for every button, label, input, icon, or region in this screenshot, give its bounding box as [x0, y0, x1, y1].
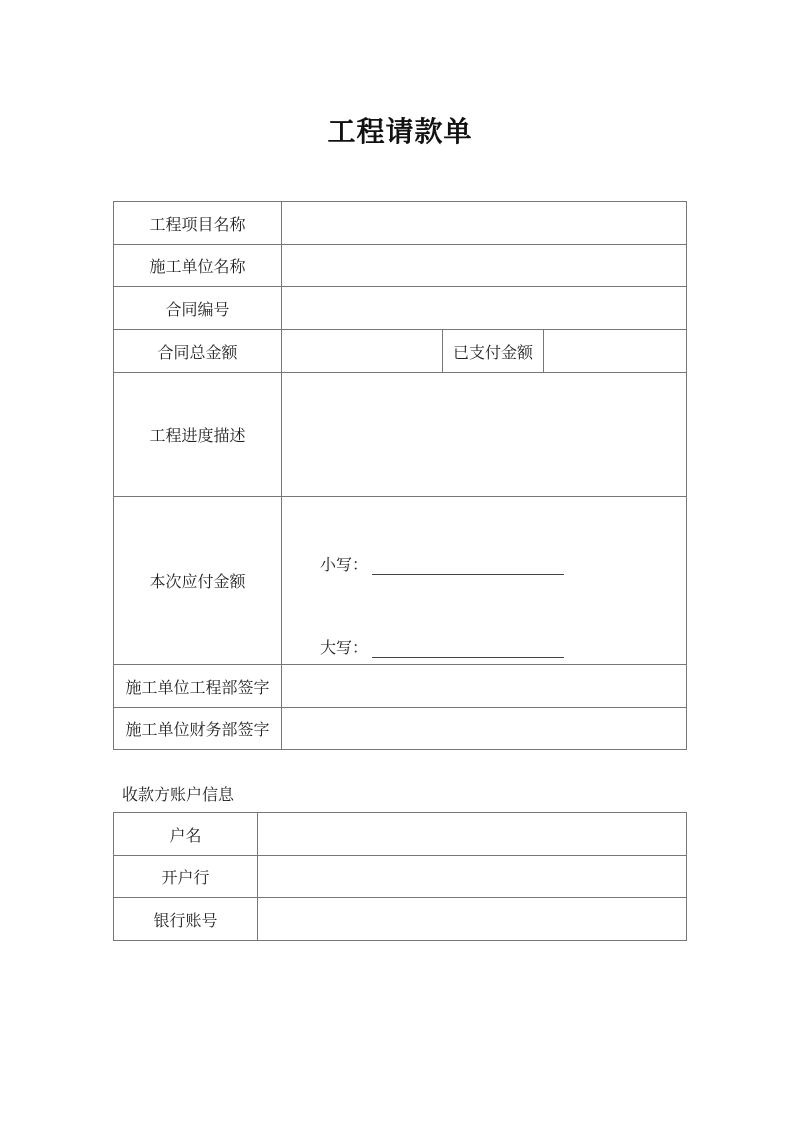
project-name-field[interactable] [282, 202, 687, 245]
bank-label: 开户行 [114, 856, 258, 898]
contractor-name-label: 施工单位名称 [114, 245, 282, 287]
table-row [114, 856, 687, 898]
uppercase-amount-label: 大写： [320, 638, 369, 657]
table-row [114, 708, 687, 750]
lowercase-amount-blank[interactable] [372, 558, 564, 575]
account-number-field[interactable] [258, 898, 687, 941]
table-row [114, 287, 687, 330]
table-row [114, 898, 687, 941]
engineering-sign-label: 施工单位工程部签字 [114, 665, 282, 708]
request-form-table [113, 201, 687, 750]
table-row [114, 202, 687, 245]
account-name-field[interactable] [258, 813, 687, 856]
table-row [114, 813, 687, 856]
uppercase-amount-blank[interactable] [372, 641, 564, 658]
contract-total-label: 合同总金额 [114, 330, 282, 373]
table-row [114, 330, 687, 373]
lowercase-amount-row [320, 552, 564, 575]
contract-number-label: 合同编号 [114, 287, 282, 330]
contract-number-field[interactable] [282, 287, 687, 330]
payable-amount-label: 本次应付金额 [114, 497, 282, 665]
payable-amount-cell [282, 497, 687, 665]
bank-field[interactable] [258, 856, 687, 898]
account-number-label: 银行账号 [114, 898, 258, 941]
paid-amount-label: 已支付金额 [443, 330, 544, 373]
page-title: 工程请款单 [327, 115, 473, 148]
account-name-label: 户名 [114, 813, 258, 856]
uppercase-amount-row [320, 635, 564, 658]
progress-field[interactable] [282, 373, 687, 497]
finance-sign-field[interactable] [282, 708, 687, 750]
lowercase-amount-label: 小写： [320, 555, 369, 574]
progress-label: 工程进度描述 [114, 373, 282, 497]
table-row [114, 373, 687, 497]
table-row [114, 497, 687, 665]
table-row [114, 665, 687, 708]
project-name-label: 工程项目名称 [114, 202, 282, 245]
table-row [114, 245, 687, 287]
engineering-sign-field[interactable] [282, 665, 687, 708]
paid-amount-field[interactable] [544, 330, 687, 373]
finance-sign-label: 施工单位财务部签字 [114, 708, 282, 750]
account-section-heading: 收款方账户信息 [122, 785, 235, 804]
contractor-name-field[interactable] [282, 245, 687, 287]
contract-total-field[interactable] [282, 330, 443, 373]
account-info-table [113, 812, 687, 941]
